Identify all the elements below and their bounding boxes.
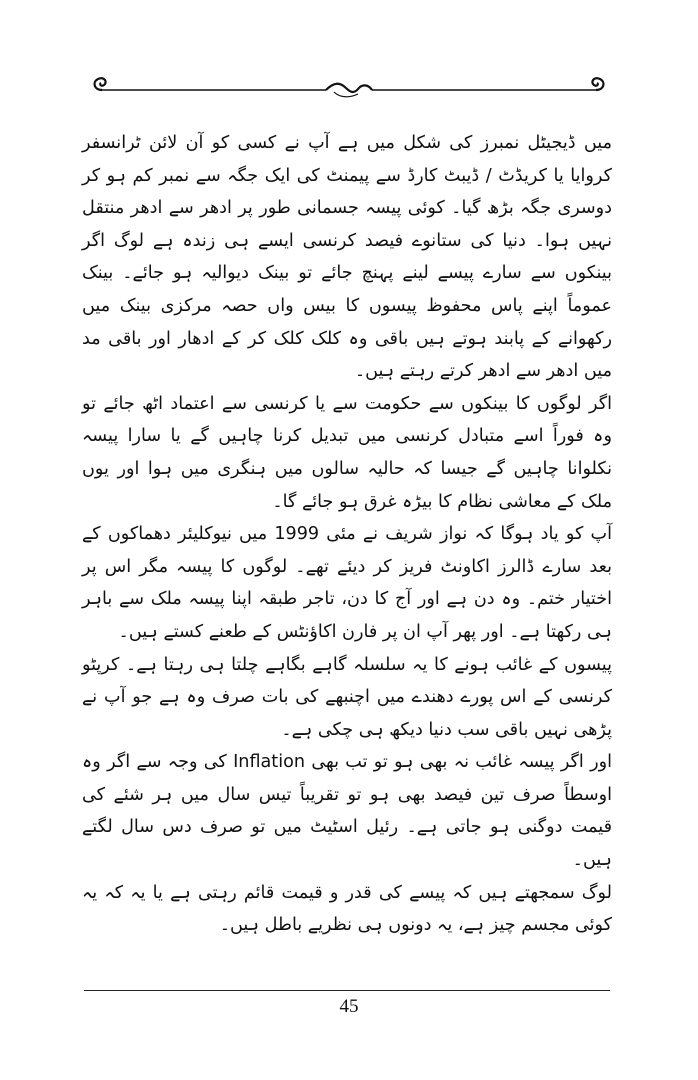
header-ornament — [88, 70, 610, 110]
body-text — [82, 127, 612, 942]
page-number: 45 — [339, 996, 359, 1017]
paragraph-2: اگر لوگوں کا بینکوں سے حکومت سے یا کرنسی سے اعتماد اٹھ جائے تو وہ فوراً اسے متبادل کرنسی میں تبدیل کرنا چاہیں گے یا سارا پیسہ نکلوانا چاہیں گے جیسا کہ حالیہ سالوں میں ہنگری میں ہوا اور یوں ملک کے معاشی نظام کا بیڑہ غرق ہو جائے گا۔ — [82, 393, 612, 512]
paragraph-1: میں ڈیجیٹل نمبرز کی شکل میں ہے آپ نے کسی کو آن لائن ٹرانسفر کروایا یا کریڈٹ / ڈیبٹ کارڈ سے پیمنٹ کی ایک جگہ سے نمبر کم ہو کر دوسری جگہ بڑھ گیا۔ کوئی پیسہ جسمانی طور پر ادھر سے ادھر منتقل نہیں ہوا۔ دنیا کی ستانوے فیصد کرنسی ایسے ہی زندہ ہے لوگ اگر بینکوں سے سارے پیسے لینے پہنچ جائے تو بینک دیوالیہ ہو جائے۔ بینک عموماً اپنے پاس محفوظ پیسوں کا بیس واں حصہ مرکزی بینک میں رکھوانے کے پابند ہوتے ہیں باقی وہ کلک کلک کر کے ادھار اور باقی مد میں ادھر سے ادھر کرتے رہتے ہیں۔ — [82, 133, 612, 382]
paragraph-4: پیسوں کے غائب ہونے کا یہ سلسلہ گاہے بگاہے چلتا ہی رہتا ہے۔ کرپٹو کرنسی کے اس پورے دھندے میں اچنبھے کی بات صرف وہ ہے جو آپ نے پڑھی نہیں باقی سب دنیا دیکھ ہی چکی ہے۔ — [82, 654, 612, 740]
paragraph-5: اور اگر پیسہ غائب نہ بھی ہو تو تب بھی Inflation کی وجہ سے اگر وہ اوسطاً صرف تین فیصد بھی ہو تو تقریباً تیس سال میں ہر شئے کی قیمت دوگنی ہو جاتی ہے۔ رئیل اسٹیٹ میں تو صرف دس سال لگتے ہیں۔ — [82, 752, 613, 871]
footer-divider — [84, 990, 610, 991]
paragraph-6: لوگ سمجھتے ہیں کہ پیسے کی قدر و قیمت قائم رہتی ہے یا یہ کہ یہ کوئی مجسم چیز ہے، یہ دونوں ہی نظریے باطل ہیں۔ — [82, 882, 612, 936]
paragraph-3: آپ کو یاد ہوگا کہ نواز شریف نے مئی 1999 میں نیوکلیئر دھماکوں کے بعد سارے ڈالرز اکاونٹ فریز کر دیئے تھے۔ لوگوں کا پیسہ مگر اس پر اختیار ختم۔ وہ دن ہے اور آج کا دن، تاجر طبقہ اپنا پیسہ ملک سے باہر ہی رکھتا ہے۔ اور پھر آپ ان پر فارن اکاؤنٹس کے طعنے کستے ہیں۔ — [82, 524, 612, 642]
